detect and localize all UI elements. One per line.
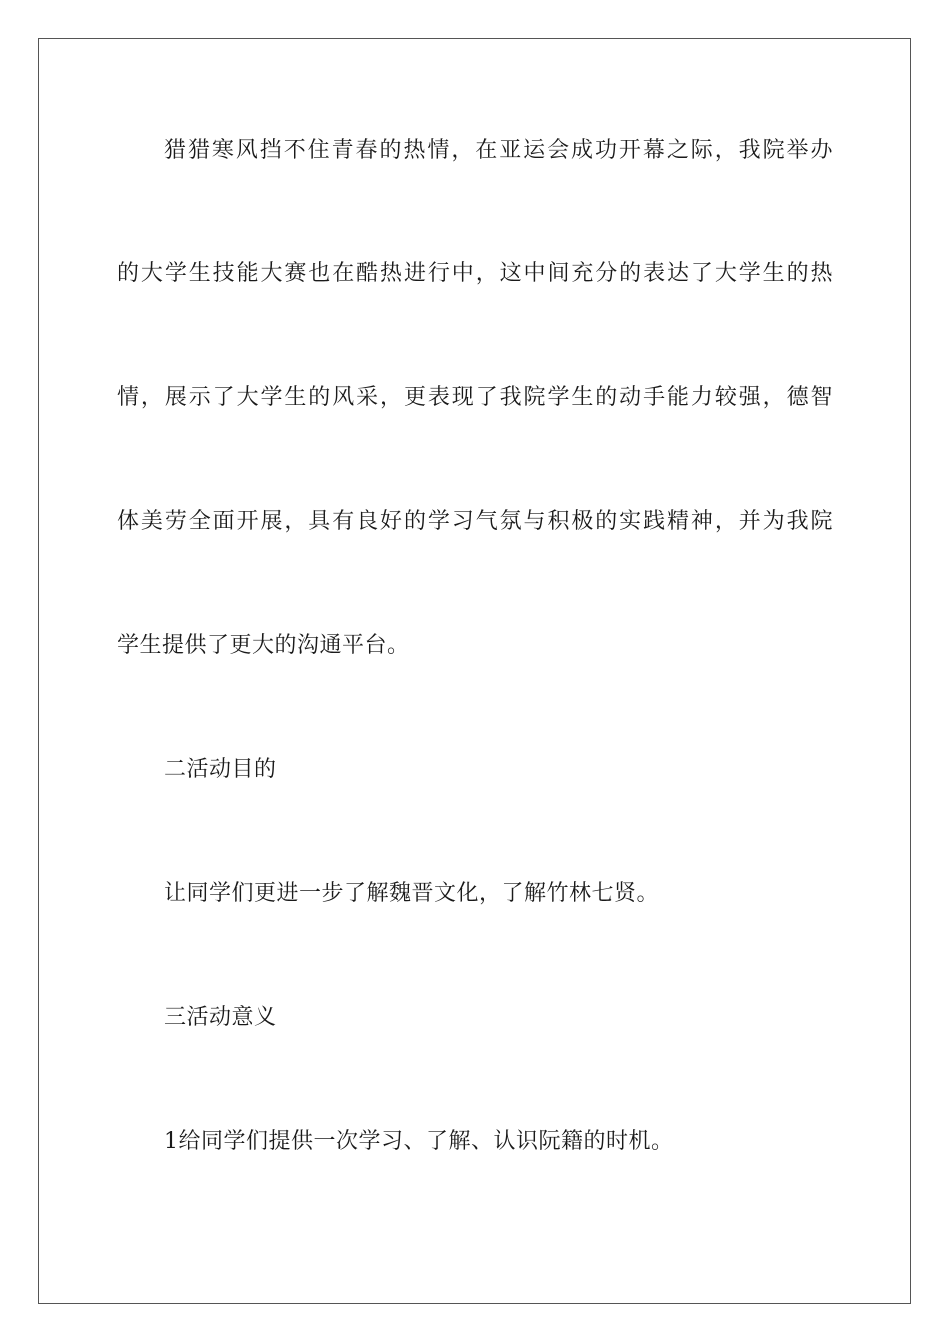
page-border: [38, 38, 911, 1304]
section-heading-purpose: 二活动目的: [164, 757, 277, 782]
section-heading-significance: 三活动意义: [164, 1005, 277, 1030]
paragraph-line-5: 学生提供了更大的沟通平台。: [117, 633, 410, 658]
paragraph-line-1: 猎猎寒风挡不住青春的热情，在亚运会成功开幕之际，我院举办: [164, 138, 833, 163]
significance-item-1: 1给同学们提供一次学习、了解、认识阮籍的时机。: [164, 1129, 674, 1154]
paragraph-line-3: 情，展示了大学生的风采，更表现了我院学生的动手能力较强，德智: [117, 385, 833, 410]
purpose-text: 让同学们更进一步了解魏晋文化，了解竹林七贤。: [164, 881, 660, 906]
paragraph-line-4: 体美劳全面开展，具有良好的学习气氛与积极的实践精神，并为我院: [117, 509, 833, 534]
paragraph-line-2: 的大学生技能大赛也在酷热进行中，这中间充分的表达了大学生的热: [117, 261, 833, 286]
